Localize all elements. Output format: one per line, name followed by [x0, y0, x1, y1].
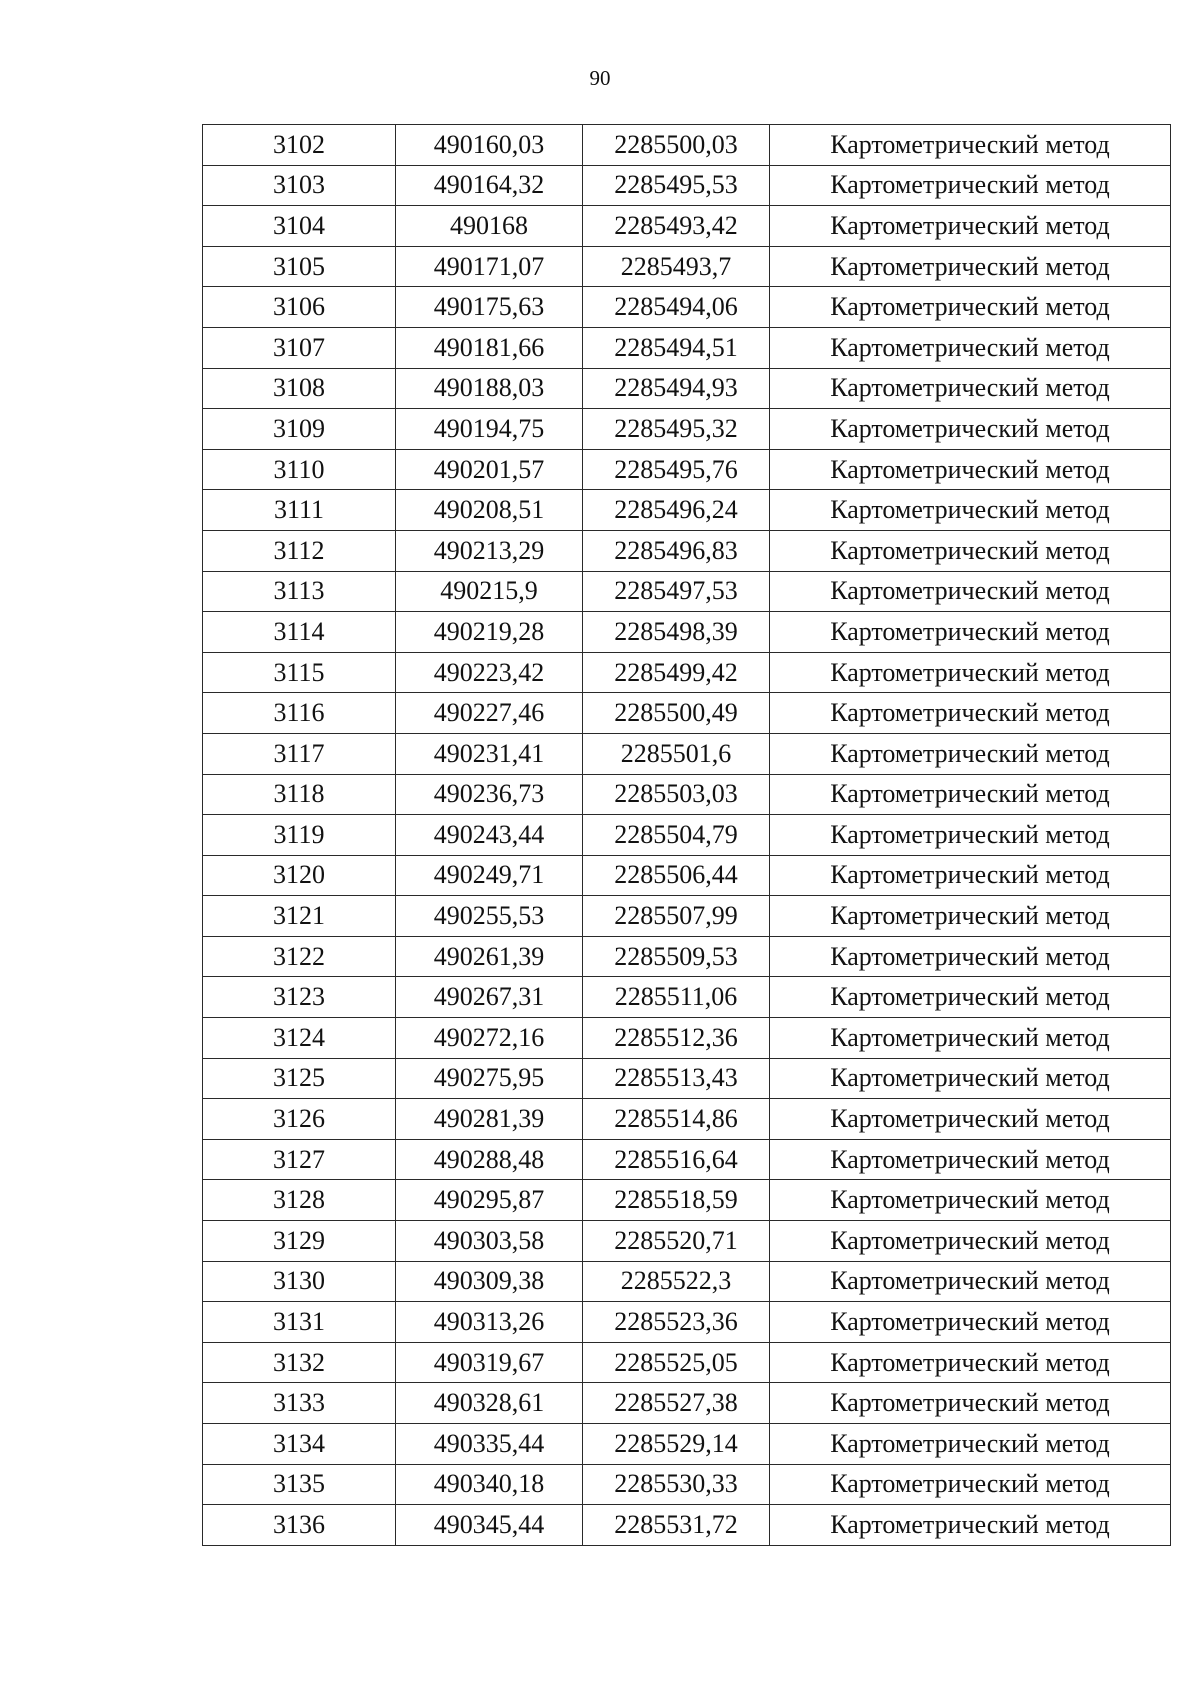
table-row	[203, 1464, 1171, 1505]
point-number-cell: 3122	[203, 936, 396, 977]
page-number: 90	[589, 66, 611, 90]
table-row	[203, 815, 1171, 856]
method-cell: Картометрический метод	[770, 165, 1171, 206]
method-cell: Картометрический метод	[770, 1139, 1171, 1180]
point-number-cell: 3130	[203, 1261, 396, 1302]
x-coordinate-cell: 490201,57	[396, 449, 583, 490]
method-cell: Картометрический метод	[770, 368, 1171, 409]
point-number-cell: 3134	[203, 1424, 396, 1465]
x-coordinate-cell: 490194,75	[396, 409, 583, 450]
table-row	[203, 1342, 1171, 1383]
table-row	[203, 936, 1171, 977]
method-cell: Картометрический метод	[770, 1018, 1171, 1059]
method-cell: Картометрический метод	[770, 125, 1171, 166]
y-coordinate-cell: 2285531,72	[583, 1505, 770, 1546]
point-number-cell: 3113	[203, 571, 396, 612]
table-row	[203, 1058, 1171, 1099]
x-coordinate-cell: 490303,58	[396, 1221, 583, 1262]
x-coordinate-cell: 490328,61	[396, 1383, 583, 1424]
y-coordinate-cell: 2285498,39	[583, 612, 770, 653]
y-coordinate-cell: 2285495,53	[583, 165, 770, 206]
method-cell: Картометрический метод	[770, 327, 1171, 368]
table-row	[203, 1180, 1171, 1221]
table-row	[203, 1018, 1171, 1059]
point-number-cell: 3119	[203, 815, 396, 856]
y-coordinate-cell: 2285499,42	[583, 652, 770, 693]
method-cell: Картометрический метод	[770, 1261, 1171, 1302]
table-row	[203, 1505, 1171, 1546]
method-cell: Картометрический метод	[770, 855, 1171, 896]
x-coordinate-cell: 490168	[396, 206, 583, 247]
method-cell: Картометрический метод	[770, 652, 1171, 693]
x-coordinate-cell: 490160,03	[396, 125, 583, 166]
x-coordinate-cell: 490243,44	[396, 815, 583, 856]
table-row	[203, 449, 1171, 490]
x-coordinate-cell: 490215,9	[396, 571, 583, 612]
y-coordinate-cell: 2285509,53	[583, 936, 770, 977]
x-coordinate-cell: 490340,18	[396, 1464, 583, 1505]
point-number-cell: 3106	[203, 287, 396, 328]
y-coordinate-cell: 2285523,36	[583, 1302, 770, 1343]
point-number-cell: 3135	[203, 1464, 396, 1505]
x-coordinate-cell: 490219,28	[396, 612, 583, 653]
table-row	[203, 612, 1171, 653]
point-number-cell: 3136	[203, 1505, 396, 1546]
x-coordinate-cell: 490281,39	[396, 1099, 583, 1140]
y-coordinate-cell: 2285522,3	[583, 1261, 770, 1302]
y-coordinate-cell: 2285503,03	[583, 774, 770, 815]
point-number-cell: 3127	[203, 1139, 396, 1180]
x-coordinate-cell: 490267,31	[396, 977, 583, 1018]
y-coordinate-cell: 2285520,71	[583, 1221, 770, 1262]
y-coordinate-cell: 2285500,49	[583, 693, 770, 734]
y-coordinate-cell: 2285500,03	[583, 125, 770, 166]
x-coordinate-cell: 490175,63	[396, 287, 583, 328]
point-number-cell: 3103	[203, 165, 396, 206]
point-number-cell: 3108	[203, 368, 396, 409]
method-cell: Картометрический метод	[770, 733, 1171, 774]
method-cell: Картометрический метод	[770, 490, 1171, 531]
point-number-cell: 3118	[203, 774, 396, 815]
x-coordinate-cell: 490319,67	[396, 1342, 583, 1383]
point-number-cell: 3129	[203, 1221, 396, 1262]
y-coordinate-cell: 2285493,7	[583, 246, 770, 287]
method-cell: Картометрический метод	[770, 936, 1171, 977]
table-row	[203, 774, 1171, 815]
method-cell: Картометрический метод	[770, 815, 1171, 856]
point-number-cell: 3117	[203, 733, 396, 774]
point-number-cell: 3124	[203, 1018, 396, 1059]
method-cell: Картометрический метод	[770, 1464, 1171, 1505]
point-number-cell: 3112	[203, 530, 396, 571]
x-coordinate-cell: 490313,26	[396, 1302, 583, 1343]
table-row	[203, 1261, 1171, 1302]
method-cell: Картометрический метод	[770, 1342, 1171, 1383]
x-coordinate-cell: 490188,03	[396, 368, 583, 409]
point-number-cell: 3125	[203, 1058, 396, 1099]
method-cell: Картометрический метод	[770, 1221, 1171, 1262]
point-number-cell: 3114	[203, 612, 396, 653]
y-coordinate-cell: 2285507,99	[583, 896, 770, 937]
y-coordinate-cell: 2285494,06	[583, 287, 770, 328]
x-coordinate-cell: 490231,41	[396, 733, 583, 774]
y-coordinate-cell: 2285501,6	[583, 733, 770, 774]
table-row	[203, 1221, 1171, 1262]
method-cell: Картометрический метод	[770, 774, 1171, 815]
point-number-cell: 3132	[203, 1342, 396, 1383]
y-coordinate-cell: 2285495,32	[583, 409, 770, 450]
x-coordinate-cell: 490272,16	[396, 1018, 583, 1059]
point-number-cell: 3105	[203, 246, 396, 287]
x-coordinate-cell: 490261,39	[396, 936, 583, 977]
method-cell: Картометрический метод	[770, 530, 1171, 571]
y-coordinate-cell: 2285495,76	[583, 449, 770, 490]
y-coordinate-cell: 2285529,14	[583, 1424, 770, 1465]
y-coordinate-cell: 2285506,44	[583, 855, 770, 896]
point-number-cell: 3121	[203, 896, 396, 937]
x-coordinate-cell: 490309,38	[396, 1261, 583, 1302]
y-coordinate-cell: 2285516,64	[583, 1139, 770, 1180]
x-coordinate-cell: 490208,51	[396, 490, 583, 531]
y-coordinate-cell: 2285496,83	[583, 530, 770, 571]
table-row	[203, 1302, 1171, 1343]
y-coordinate-cell: 2285493,42	[583, 206, 770, 247]
table-row	[203, 693, 1171, 734]
table-row	[203, 206, 1171, 247]
table-row	[203, 287, 1171, 328]
x-coordinate-cell: 490236,73	[396, 774, 583, 815]
method-cell: Картометрический метод	[770, 246, 1171, 287]
method-cell: Картометрический метод	[770, 896, 1171, 937]
method-cell: Картометрический метод	[770, 1180, 1171, 1221]
y-coordinate-cell: 2285525,05	[583, 1342, 770, 1383]
y-coordinate-cell: 2285513,43	[583, 1058, 770, 1099]
x-coordinate-cell: 490213,29	[396, 530, 583, 571]
table-row	[203, 530, 1171, 571]
table-row	[203, 165, 1171, 206]
y-coordinate-cell: 2285496,24	[583, 490, 770, 531]
y-coordinate-cell: 2285514,86	[583, 1099, 770, 1140]
y-coordinate-cell: 2285497,53	[583, 571, 770, 612]
x-coordinate-cell: 490255,53	[396, 896, 583, 937]
method-cell: Картометрический метод	[770, 1302, 1171, 1343]
method-cell: Картометрический метод	[770, 409, 1171, 450]
point-number-cell: 3120	[203, 855, 396, 896]
x-coordinate-cell: 490223,42	[396, 652, 583, 693]
method-cell: Картометрический метод	[770, 449, 1171, 490]
y-coordinate-cell: 2285512,36	[583, 1018, 770, 1059]
x-coordinate-cell: 490295,87	[396, 1180, 583, 1221]
method-cell: Картометрический метод	[770, 1424, 1171, 1465]
table-row	[203, 1383, 1171, 1424]
x-coordinate-cell: 490164,32	[396, 165, 583, 206]
x-coordinate-cell: 490249,71	[396, 855, 583, 896]
method-cell: Картометрический метод	[770, 571, 1171, 612]
point-number-cell: 3111	[203, 490, 396, 531]
point-number-cell: 3107	[203, 327, 396, 368]
point-number-cell: 3123	[203, 977, 396, 1018]
table-row	[203, 977, 1171, 1018]
table-row	[203, 246, 1171, 287]
point-number-cell: 3131	[203, 1302, 396, 1343]
point-number-cell: 3115	[203, 652, 396, 693]
point-number-cell: 3109	[203, 409, 396, 450]
y-coordinate-cell: 2285494,93	[583, 368, 770, 409]
table-row	[203, 490, 1171, 531]
method-cell: Картометрический метод	[770, 206, 1171, 247]
x-coordinate-cell: 490227,46	[396, 693, 583, 734]
y-coordinate-cell: 2285530,33	[583, 1464, 770, 1505]
method-cell: Картометрический метод	[770, 1099, 1171, 1140]
point-number-cell: 3133	[203, 1383, 396, 1424]
method-cell: Картометрический метод	[770, 977, 1171, 1018]
method-cell: Картометрический метод	[770, 693, 1171, 734]
method-cell: Картометрический метод	[770, 287, 1171, 328]
x-coordinate-cell: 490275,95	[396, 1058, 583, 1099]
y-coordinate-cell: 2285511,06	[583, 977, 770, 1018]
point-number-cell: 3102	[203, 125, 396, 166]
y-coordinate-cell: 2285504,79	[583, 815, 770, 856]
table-row	[203, 733, 1171, 774]
method-cell: Картометрический метод	[770, 612, 1171, 653]
point-number-cell: 3104	[203, 206, 396, 247]
method-cell: Картометрический метод	[770, 1058, 1171, 1099]
table-row	[203, 327, 1171, 368]
x-coordinate-cell: 490345,44	[396, 1505, 583, 1546]
point-number-cell: 3128	[203, 1180, 396, 1221]
table-row	[203, 1139, 1171, 1180]
table-row	[203, 125, 1171, 166]
x-coordinate-cell: 490335,44	[396, 1424, 583, 1465]
table-row	[203, 409, 1171, 450]
point-number-cell: 3126	[203, 1099, 396, 1140]
table-row	[203, 1424, 1171, 1465]
x-coordinate-cell: 490171,07	[396, 246, 583, 287]
table-row	[203, 855, 1171, 896]
y-coordinate-cell: 2285494,51	[583, 327, 770, 368]
table-row	[203, 652, 1171, 693]
point-number-cell: 3116	[203, 693, 396, 734]
x-coordinate-cell: 490288,48	[396, 1139, 583, 1180]
table-row	[203, 571, 1171, 612]
coordinates-table	[202, 124, 1171, 1546]
method-cell: Картометрический метод	[770, 1505, 1171, 1546]
table-row	[203, 1099, 1171, 1140]
table-body	[203, 125, 1171, 1546]
y-coordinate-cell: 2285527,38	[583, 1383, 770, 1424]
table-row	[203, 368, 1171, 409]
y-coordinate-cell: 2285518,59	[583, 1180, 770, 1221]
point-number-cell: 3110	[203, 449, 396, 490]
table-row	[203, 896, 1171, 937]
method-cell: Картометрический метод	[770, 1383, 1171, 1424]
x-coordinate-cell: 490181,66	[396, 327, 583, 368]
